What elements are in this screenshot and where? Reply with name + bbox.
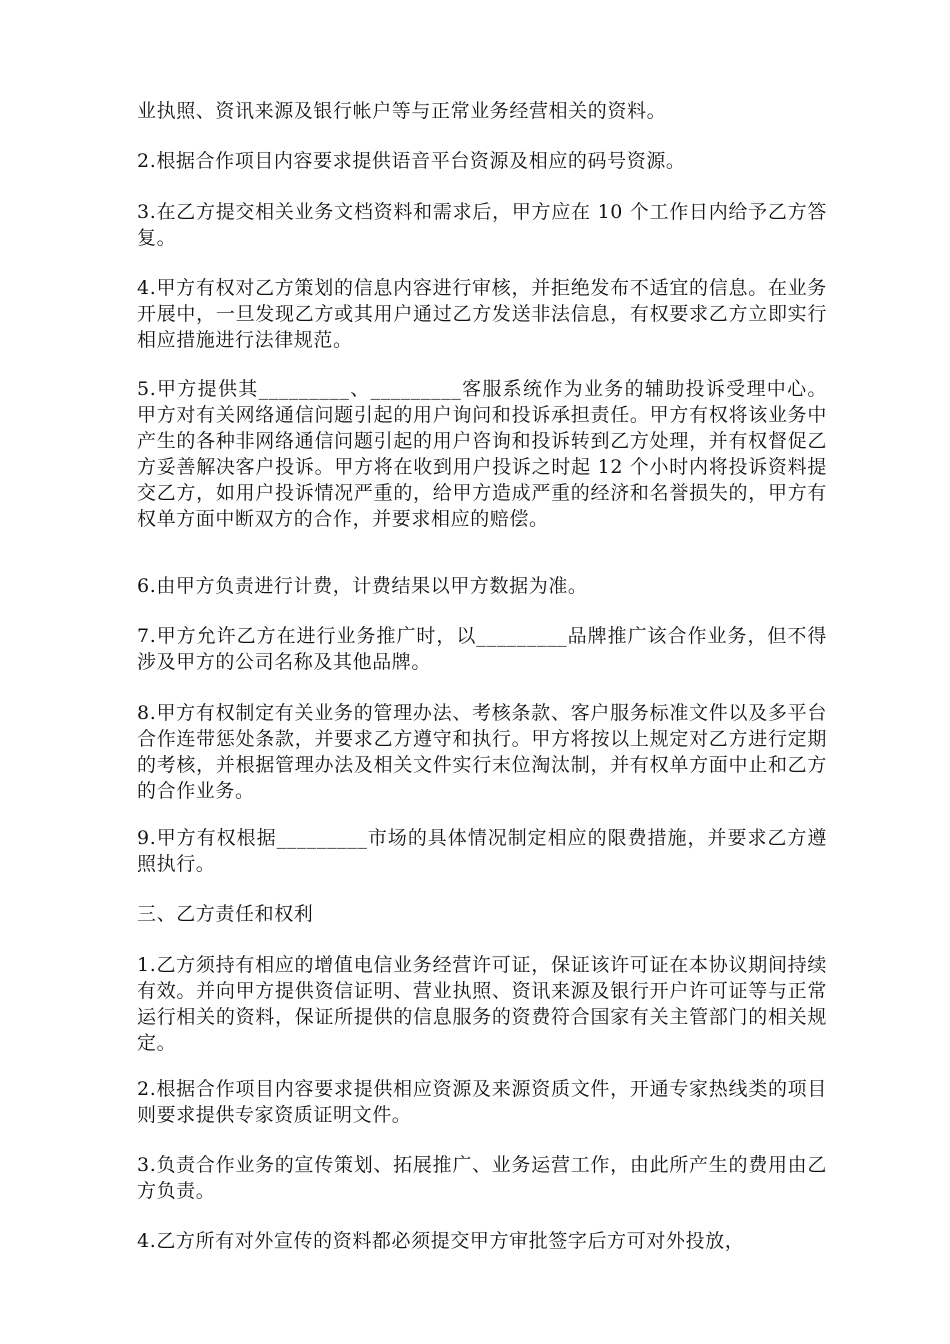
paragraph-party-b-3: 3.负责合作业务的宣传策划、拓展推广、业务运营工作，由此所产生的费用由乙方负责。 (137, 1154, 827, 1202)
paragraph-continuation: 业执照、资讯来源及银行帐户等与正常业务经营相关的资料。 (137, 100, 667, 122)
paragraph-party-b-4: 4.乙方所有对外宣传的资料都必须提交甲方审批签字后方可对外投放， (137, 1230, 745, 1252)
paragraph-party-a-9: 9.甲方有权根据_________市场的具体情况制定相应的限费措施，并要求乙方遵照执行。 (137, 827, 827, 875)
paragraph-party-b-1: 1.乙方须持有相应的增值电信业务经营许可证，保证该许可证在本协议期间持续有效。并向甲方提供资信证明、营业执照、资讯来源及银行开户许可证等与正常运行相关的资料，保证所提供的信息服务的资费符合国家有关主管部门的相关规定。 (137, 954, 827, 1054)
paragraph-party-a-5: 5.甲方提供其_________、_________客服系统作为业务的辅助投诉受理中心。甲方对有关网络通信问题引起的用户询问和投诉承担责任。甲方有权将该业务中产生的各种非网络通信问题引起的用户咨询和投诉转到乙方处理，并有权督促乙方妥善解决客户投诉。甲方将在收到用户投诉之时起 12 个小时内将投诉资料提交乙方，如用户投诉情况严重的，给甲方造成严重的经济和名誉损失的，甲方有权单方面中断双方的合作，并要求相应的赔偿。 (137, 378, 827, 530)
paragraph-party-a-3: 3.在乙方提交相关业务文档资料和需求后，甲方应在 10 个工作日内给予乙方答复。 (137, 201, 827, 249)
paragraph-party-a-7: 7.甲方允许乙方在进行业务推广时，以_________品牌推广该合作业务，但不得涉及甲方的公司名称及其他品牌。 (137, 625, 827, 673)
paragraph-party-a-2: 2.根据合作项目内容要求提供语音平台资源及相应的码号资源。 (137, 150, 686, 172)
paragraph-party-a-6: 6.由甲方负责进行计费，计费结果以甲方数据为准。 (137, 575, 588, 597)
paragraph-party-a-4: 4.甲方有权对乙方策划的信息内容进行审核，并拒绝发布不适宜的信息。在业务开展中，一旦发现乙方或其用户通过乙方发送非法信息，有权要求乙方立即实行相应措施进行法律规范。 (137, 277, 827, 351)
section-heading-party-b: 三、乙方责任和权利 (137, 903, 314, 925)
paragraph-party-b-2: 2.根据合作项目内容要求提供相应资源及来源资质文件，开通专家热线类的项目则要求提供专家资质证明文件。 (137, 1078, 827, 1126)
paragraph-party-a-8: 8.甲方有权制定有关业务的管理办法、考核条款、客户服务标准文件以及多平台合作连带惩处条款，并要求乙方遵守和执行。甲方将按以上规定对乙方进行定期的考核，并根据管理办法及相关文件实行末位淘汰制，并有权单方面中止和乙方的合作业务。 (137, 702, 827, 802)
